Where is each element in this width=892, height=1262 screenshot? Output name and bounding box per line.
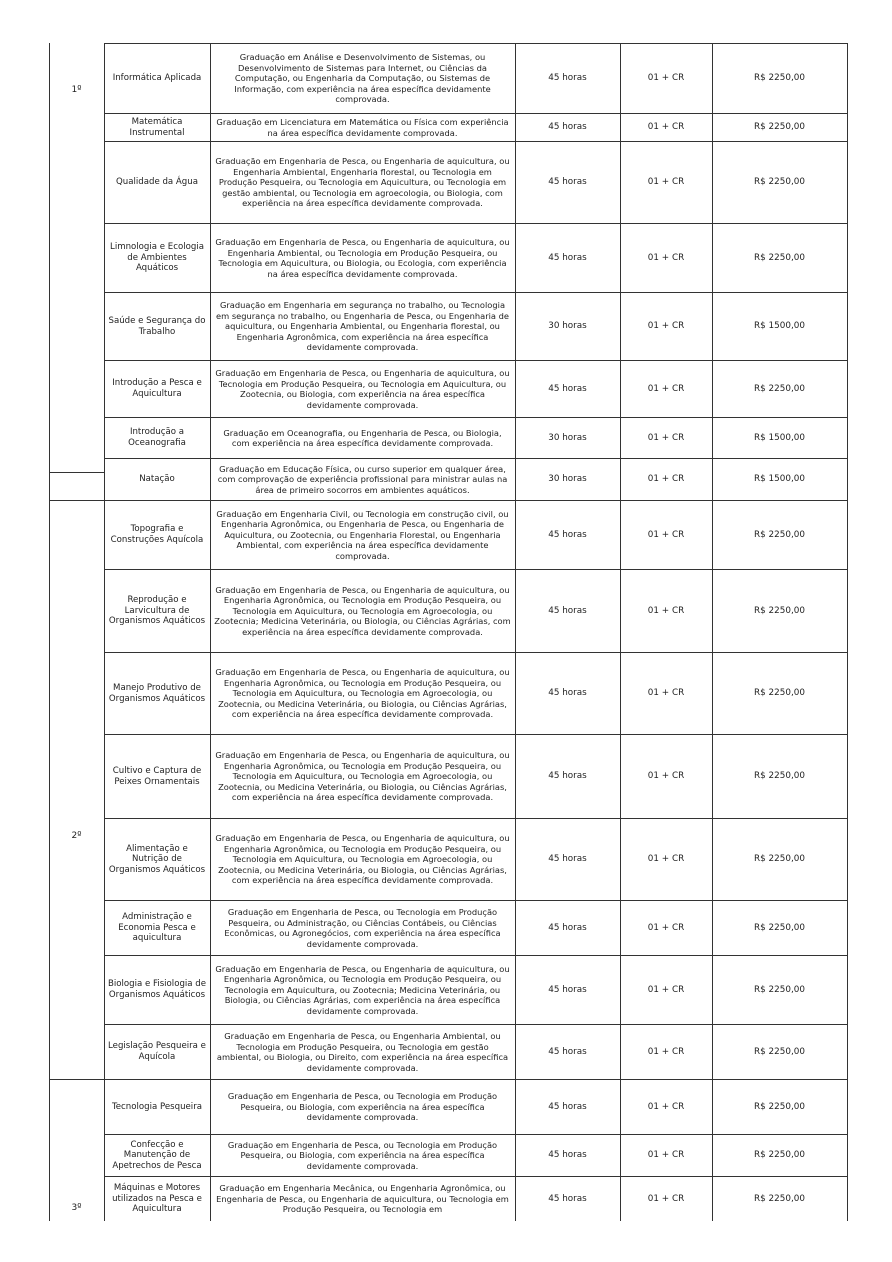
vacancies-cell: 01 + CR (647, 432, 685, 443)
value-cell: R$ 2250,00 (754, 984, 805, 995)
hours-cell: 45 horas (548, 854, 587, 865)
subject-cell: Biologia e Fisiologia de Organismos Aquáticos (107, 979, 207, 1000)
subject-cell: Topografia e Construções Aquícola (110, 524, 204, 545)
requirement-cell: Graduação em Engenharia de Pesca, ou Engenharia de aquicultura, ou Engenharia Ambiental, Engenharia florestal, ou Tecnologia em Produção Pesqueira, ou Tecnologia em Aquicultura, ou Tecnologia em gestão ambiental, ou Tecnologia em agroecologia, ou Biologia, com experiência na área específica devidamente comprovada. (215, 156, 510, 209)
subject-cell: Alimentação e Nutrição de Organismos Aquáticos (108, 843, 206, 875)
vacancies-cell: 01 + CR (647, 605, 685, 616)
hours-cell: 30 horas (548, 474, 587, 485)
table-rule (49, 500, 104, 501)
subject-cell: Qualidade da Água (116, 177, 198, 188)
hours-cell: 45 horas (548, 177, 587, 188)
requirement-cell: Graduação em Engenharia de Pesca, ou Engenharia de aquicultura, ou Engenharia Agronômica, ou Tecnologia em Produção Pesqueira, ou Tecnologia em Aquicultura, ou Zootecnia; Medicina Veterinária, ou Biologia, ou Ciências Agrárias, com experiência na área específica devidamente comprovada. (215, 963, 510, 1016)
vacancies-cell: 01 + CR (647, 854, 685, 865)
requirement-cell: Graduação em Licenciatura em Matemática ou Física com experiência na área específica devidamente comprovada. (216, 117, 509, 138)
value-cell: R$ 2250,00 (754, 529, 805, 540)
value-cell: R$ 2250,00 (754, 177, 805, 188)
subject-cell: Administração e Economia Pesca e aquicultura (118, 912, 196, 944)
hours-cell: 45 horas (548, 1101, 587, 1112)
hours-cell: 30 horas (548, 432, 587, 443)
subject-cell: Legislação Pesqueira e Aquícola (108, 1041, 206, 1062)
table-rule (847, 43, 848, 1221)
value-cell: R$ 2250,00 (754, 922, 805, 933)
value-cell: R$ 2250,00 (754, 688, 805, 699)
subject-cell: Introdução a Oceanografia (128, 427, 186, 448)
semester-label: 3º (71, 1202, 82, 1213)
value-cell: R$ 2250,00 (754, 1150, 805, 1161)
requirement-cell: Graduação em Engenharia Mecânica, ou Engenharia Agronômica, ou Engenharia de Pesca, ou Engenharia de aquicultura, ou Tecnologia em Produção Pesqueira, ou Tecnologia em (216, 1183, 509, 1215)
requirement-cell: Graduação em Engenharia de Pesca, ou Engenharia de aquicultura, ou Engenharia Agronômica, ou Tecnologia em Produção Pesqueira, ou Tecnologia em Aquicultura, ou Tecnologia em Agroecologia, ou Zootecnia, ou Medicina Veterinária, ou Biologia, ou Ciências Agrárias, com experiência na área específica devidamente comprovada. (215, 833, 510, 886)
vacancies-cell: 01 + CR (647, 122, 685, 133)
vacancies-cell: 01 + CR (647, 177, 685, 188)
requirement-cell: Graduação em Engenharia Civil, ou Tecnologia em construção civil, ou Engenharia Agronômica, ou Engenharia de Pesca, ou Engenharia de Aquicultura, ou Zootecnia, ou Engenharia Florestal, ou Engenharia Ambiental, com experiência na área específica devidamente comprovada. (216, 508, 509, 561)
requirement-cell: Graduação em Engenharia de Pesca, ou Engenharia de aquicultura, ou Engenharia Agronômica, ou Tecnologia em Produção Pesqueira, ou Tecnologia em Aquicultura, ou Tecnologia em Agroecologia, ou Zootecnia, ou Medicina Veterinária, ou Biologia, ou Ciências Agrárias, com experiência na área específica devidamente comprovada. (215, 750, 510, 803)
hours-cell: 45 horas (548, 383, 587, 394)
value-cell: R$ 2250,00 (754, 1046, 805, 1057)
vacancies-cell: 01 + CR (647, 688, 685, 699)
value-cell: R$ 2250,00 (754, 1193, 805, 1204)
subject-cell: Informática Aplicada (112, 73, 202, 84)
vacancies-cell: 01 + CR (647, 771, 685, 782)
hours-cell: 45 horas (548, 529, 587, 540)
vacancies-cell: 01 + CR (647, 529, 685, 540)
subject-cell: Saúde e Segurança do Trabalho (108, 315, 206, 337)
table-rule (49, 472, 104, 473)
hours-cell: 45 horas (548, 605, 587, 616)
requirement-cell: Graduação em Engenharia de Pesca, ou Engenharia de aquicultura, ou Engenharia Agronômica, ou Tecnologia em Produção Pesqueira, ou Tecnologia em Aquicultura, ou Tecnologia em Agroecologia, ou Zootecnia, ou Medicina Veterinária, ou Biologia, ou Ciências Agrárias, com experiência na área específica devidamente comprovada. (215, 667, 510, 720)
hours-cell: 45 horas (548, 73, 587, 84)
hours-cell: 45 horas (548, 922, 587, 933)
value-cell: R$ 2250,00 (754, 252, 805, 263)
table-rule (49, 43, 50, 1221)
hours-cell: 45 horas (548, 1150, 587, 1161)
hours-cell: 45 horas (548, 1193, 587, 1204)
hours-cell: 45 horas (548, 984, 587, 995)
requirement-cell: Graduação em Engenharia de Pesca, ou Tecnologia em Produção Pesqueira, ou Biologia, com experiência na área específica devidamente comprovada. (227, 1091, 498, 1123)
table-rule (49, 1079, 104, 1080)
value-cell: R$ 1500,00 (754, 432, 805, 443)
requirement-cell: Graduação em Engenharia de Pesca, ou Tecnologia em Produção Pesqueira, ou Biologia, com experiência na área específica devidamente comprovada. (227, 1139, 498, 1171)
requirement-cell: Graduação em Engenharia de Pesca, ou Engenharia de aquicultura, ou Engenharia Ambiental, ou Tecnologia em Produção Pesqueira, ou Tecnologia em Aquicultura, ou Biologia, ou Ecologia, com experiência na área específica devidamente comprovada. (215, 237, 510, 279)
value-cell: R$ 1500,00 (754, 321, 805, 332)
requirement-cell: Graduação em Engenharia de Pesca, ou Engenharia de aquicultura, ou Tecnologia em Produção Pesqueira, ou Tecnologia em Aquicultura, ou Zootecnia, ou Biologia, com experiência na área específica devidamente comprovada. (215, 368, 510, 410)
vacancies-cell: 01 + CR (647, 252, 685, 263)
value-cell: R$ 2250,00 (754, 605, 805, 616)
requirement-cell: Graduação em Oceanografia, ou Engenharia de Pesca, ou Biologia, com experiência na área específica devidamente comprovada. (223, 427, 502, 448)
subject-cell: Matemática Instrumental (129, 116, 185, 138)
vacancies-cell: 01 + CR (647, 984, 685, 995)
subject-cell: Máquinas e Motores utilizados na Pesca e Aquicultura (112, 1183, 202, 1215)
value-cell: R$ 2250,00 (754, 854, 805, 865)
value-cell: R$ 2250,00 (754, 771, 805, 782)
subject-cell: Manejo Produtivo de Organismos Aquáticos (108, 682, 206, 704)
subject-cell: Natação (139, 474, 175, 485)
hours-cell: 45 horas (548, 122, 587, 133)
vacancies-cell: 01 + CR (647, 474, 685, 485)
vacancies-cell: 01 + CR (647, 922, 685, 933)
requirement-cell: Graduação em Engenharia de Pesca, ou Engenharia Ambiental, ou Tecnologia em Produção Pesqueira, ou Tecnologia em gestão ambiental, ou Biologia, ou Direito, com experiência na área específica devidamente comprovada. (216, 1031, 509, 1073)
vacancies-cell: 01 + CR (647, 321, 685, 332)
subject-cell: Cultivo e Captura de Peixes Ornamentais (112, 765, 202, 787)
vacancies-cell: 01 + CR (647, 1046, 685, 1057)
hours-cell: 30 horas (548, 321, 587, 332)
value-cell: R$ 2250,00 (754, 1101, 805, 1112)
vacancies-cell: 01 + CR (647, 1101, 685, 1112)
subject-cell: Confecção e Manutenção de Apetrechos de Pesca (112, 1139, 202, 1171)
requirement-cell: Graduação em Análise e Desenvolvimento de Sistemas, ou Desenvolvimento de Sistemas para Internet, ou Ciências da Computação, ou Engenharia da Computação, ou Sistemas de Informação, com experiência na área específica devidamente comprovada. (234, 52, 491, 105)
vacancies-cell: 01 + CR (647, 383, 685, 394)
subject-cell: Limnologia e Ecologia de Ambientes Aquáticos (110, 242, 204, 274)
value-cell: R$ 2250,00 (754, 73, 805, 84)
subject-cell: Tecnologia Pesqueira (111, 1101, 202, 1112)
requirement-cell: Graduação em Engenharia em segurança no trabalho, ou Tecnologia em segurança no trabalho, ou Engenharia de Pesca, ou Engenharia de aquicultura, ou Engenharia Ambiental, ou Engenharia florestal, ou Engenharia Agronômica, com experiência na área específica devidamente comprovada. (216, 300, 509, 353)
requirement-cell: Graduação em Engenharia de Pesca, ou Engenharia de aquicultura, ou Engenharia Agronômica, ou Tecnologia em Produção Pesqueira, ou Tecnologia em Aquicultura, ou Tecnologia em Agroecologia, ou Zootecnia; Medicina Veterinária, ou Biologia, ou Ciências Agrárias, com experiência na área específica devidamente comprovada. (214, 584, 511, 637)
vacancies-cell: 01 + CR (647, 1193, 685, 1204)
semester-label: 2º (71, 830, 82, 841)
value-cell: R$ 1500,00 (754, 474, 805, 485)
hours-cell: 45 horas (548, 1046, 587, 1057)
requirement-cell: Graduação em Educação Física, ou curso superior em qualquer área, com comprovação de experiência profissional para ministrar aulas na área de primeiro socorros em ambientes aquáticos. (217, 463, 508, 495)
semester-label: 1º (71, 84, 82, 95)
vacancies-cell: 01 + CR (647, 73, 685, 84)
hours-cell: 45 horas (548, 252, 587, 263)
subject-cell: Reprodução e Larvicultura de Organismos Aquáticos (108, 595, 206, 627)
value-cell: R$ 2250,00 (754, 122, 805, 133)
vacancies-cell: 01 + CR (647, 1150, 685, 1161)
subject-cell: Introdução a Pesca e Aquicultura (112, 378, 202, 399)
hours-cell: 45 horas (548, 771, 587, 782)
requirement-cell: Graduação em Engenharia de Pesca, ou Tecnologia em Produção Pesqueira, ou Administração, ou Ciências Contábeis, ou Ciências Econômicas, ou Agronegócios, com experiência na área específica devidamente comprovada. (224, 907, 501, 949)
value-cell: R$ 2250,00 (754, 383, 805, 394)
hours-cell: 45 horas (548, 688, 587, 699)
